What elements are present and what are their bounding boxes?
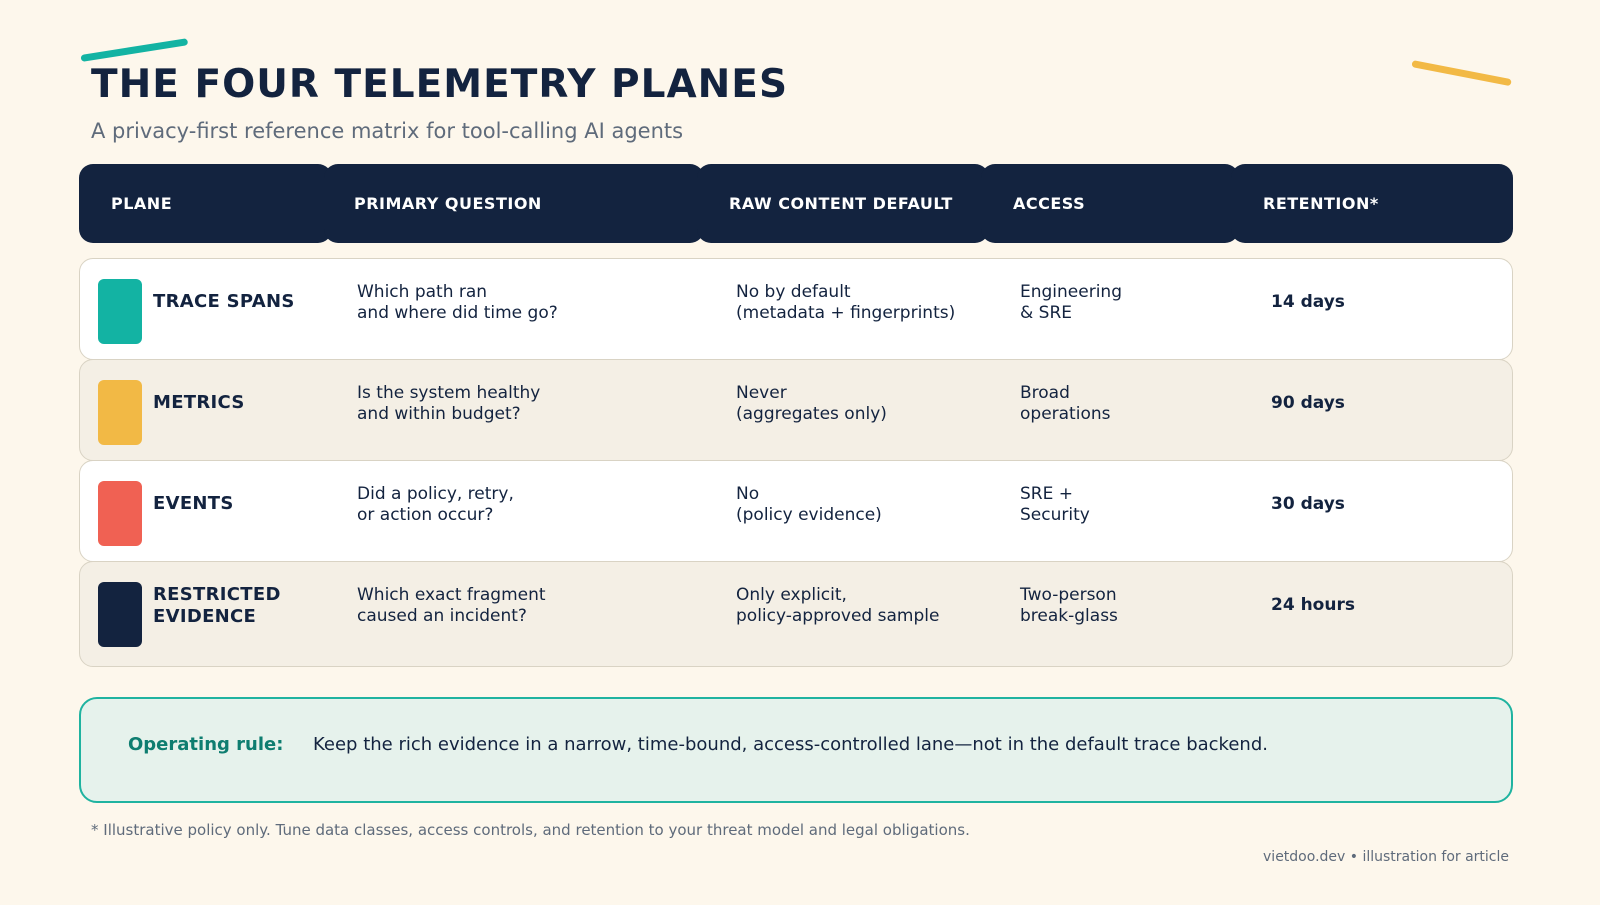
retention-period: 30 days [1271, 494, 1345, 514]
page-subtitle: A privacy-first reference matrix for tool-calling AI agents [91, 119, 684, 143]
access-group: Two-person break-glass [1020, 585, 1118, 626]
plane-color-swatch [98, 481, 142, 546]
primary-question: Which path ran and where did time go? [357, 282, 558, 323]
raw-content-default: No by default (metadata + fingerprints) [736, 282, 956, 323]
table-row [79, 258, 1513, 360]
column-header-raw-default: RAW CONTENT DEFAULT [697, 164, 989, 243]
access-group: SRE + Security [1020, 484, 1090, 525]
operating-rule-text: Keep the rich evidence in a narrow, time-bound, access-controlled lane—not in the default trace backend. [313, 734, 1268, 755]
teal-accent-stroke [80, 38, 188, 62]
plane-name: EVENTS [153, 493, 234, 514]
access-group: Engineering & SRE [1020, 282, 1122, 323]
plane-color-swatch [98, 380, 142, 445]
column-header-question: PRIMARY QUESTION [324, 164, 704, 243]
access-group: Broad operations [1020, 383, 1111, 424]
plane-color-swatch [98, 279, 142, 344]
page-title: THE FOUR TELEMETRY PLANES [91, 62, 789, 107]
footnote: * Illustrative policy only. Tune data classes, access controls, and retention to your threat model and legal obligations. [91, 821, 970, 839]
table-row [79, 359, 1513, 461]
column-header-access: ACCESS [981, 164, 1239, 243]
credit-line: vietdoo.dev • illustration for article [1263, 849, 1509, 865]
operating-rule-label: Operating rule: [128, 734, 284, 755]
table-row [79, 460, 1513, 562]
retention-period: 24 hours [1271, 595, 1355, 615]
column-header-retention: RETENTION* [1231, 164, 1513, 243]
retention-period: 14 days [1271, 292, 1345, 312]
operating-rule-callout [79, 697, 1513, 803]
primary-question: Did a policy, retry, or action occur? [357, 484, 514, 525]
raw-content-default: Only explicit, policy-approved sample [736, 585, 940, 626]
table-row [79, 561, 1513, 667]
retention-period: 90 days [1271, 393, 1345, 413]
plane-name: METRICS [153, 392, 245, 413]
yellow-accent-stroke [1411, 60, 1511, 86]
column-header-plane: PLANE [79, 164, 332, 243]
primary-question: Is the system healthy and within budget? [357, 383, 541, 424]
table-header [79, 164, 1513, 243]
primary-question: Which exact fragment caused an incident? [357, 585, 546, 626]
raw-content-default: No (policy evidence) [736, 484, 882, 525]
plane-name: RESTRICTED EVIDENCE [153, 584, 281, 627]
raw-content-default: Never (aggregates only) [736, 383, 887, 424]
plane-color-swatch [98, 582, 142, 647]
plane-name: TRACE SPANS [153, 291, 295, 312]
